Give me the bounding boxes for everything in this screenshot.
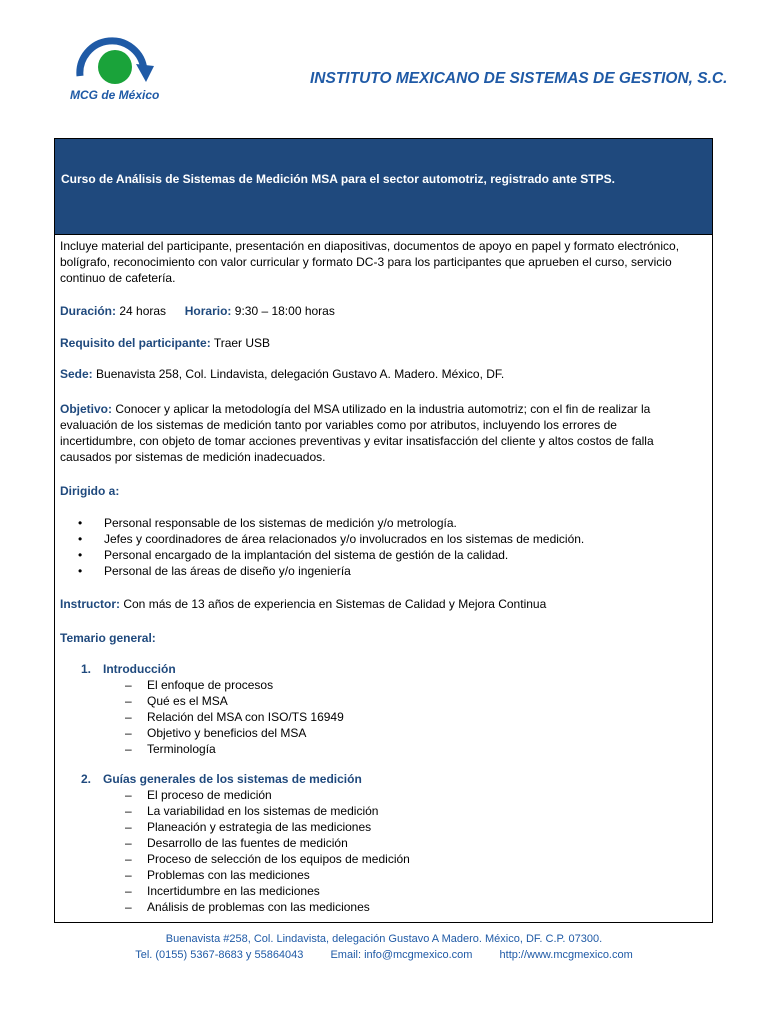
dash-icon: – <box>125 742 132 756</box>
footer-address: Buenavista #258, Col. Lindavista, delegación Gustavo A Madero. México, DF. C.P. 07300. <box>165 933 603 945</box>
dash-icon: – <box>125 852 132 866</box>
topic-items <box>81 677 344 757</box>
list-item: • Personal encargado de la implantación del sistema de gestión de la calidad. <box>78 548 509 562</box>
dash-icon: – <box>125 726 132 740</box>
duration-label: Duración: <box>60 304 117 318</box>
list-item: – Relación del MSA con ISO/TS 16949 <box>125 710 344 724</box>
instructor <box>60 596 707 612</box>
dash-icon: – <box>125 868 132 882</box>
objective-label: Objetivo: <box>60 402 113 416</box>
logo-text: MCG de México <box>70 88 160 102</box>
topic-number: 2. <box>81 772 92 786</box>
audience-label: Dirigido a: <box>60 484 120 498</box>
objective-line: Conocer y aplicar la metodología del MSA utilizado en la industria automotriz; con el fin de realizar la <box>115 402 651 416</box>
venue-value: Buenavista 258, Col. Lindavista, delegación Gustavo A. Madero. México, DF. <box>96 367 505 381</box>
objective-line: causados por sistemas de medición inadecuados. <box>60 450 326 464</box>
course-box <box>54 138 713 923</box>
dash-icon: – <box>125 678 132 692</box>
list-item: – El enfoque de procesos <box>125 678 274 692</box>
list-item: – Desarrollo de las fuentes de medición <box>125 836 348 850</box>
requirement-label: Requisito del participante: <box>60 336 211 350</box>
topic-items <box>81 787 410 915</box>
course-title: Curso de Análisis de Sistemas de Medición MSA para el sector automotriz, registrado ante STPS. <box>61 172 615 186</box>
list-item: – Planeación y estrategia de las mediciones <box>125 820 372 834</box>
instructor-value: Con más de 13 años de experiencia en Sistemas de Calidad y Mejora Continua <box>123 597 547 611</box>
venue <box>60 366 707 382</box>
dash-icon: – <box>125 788 132 802</box>
list-item: – Qué es el MSA <box>125 694 228 708</box>
topic-title: Guías generales de los sistemas de medición <box>103 772 362 786</box>
duration-schedule <box>60 303 707 319</box>
venue-label: Sede: <box>60 367 93 381</box>
objective-line: incertidumbre, con objeto de tomar acciones preventivas y evitar insatisfacción del cliente y altos costos de falla <box>60 434 654 448</box>
list-item: – Proceso de selección de los equipos de medición <box>125 852 410 866</box>
syllabus-label: Temario general: <box>60 631 156 645</box>
list-item: – La variabilidad en los sistemas de medición <box>125 804 379 818</box>
dash-icon: – <box>125 710 132 724</box>
schedule-value: 9:30 – 18:00 horas <box>234 304 335 318</box>
dash-icon: – <box>125 900 132 914</box>
list-item: – El proceso de medición <box>125 788 272 802</box>
list-item: • Personal de las áreas de diseño y/o ingeniería <box>78 564 351 578</box>
instructor-label: Instructor: <box>60 597 120 611</box>
objective <box>60 401 707 465</box>
course-content <box>55 234 712 922</box>
bullet-icon: • <box>78 532 83 546</box>
audience-list <box>78 515 584 579</box>
list-item: • Jefes y coordinadores de área relacionados y/o involucrados en los sistemas de medición. <box>78 532 585 546</box>
course-banner <box>55 139 712 234</box>
syllabus-topic <box>81 661 344 757</box>
list-item: • Personal responsable de los sistemas de medición y/o metrología. <box>78 516 457 530</box>
requirement <box>60 335 707 351</box>
bullet-icon: • <box>78 548 83 562</box>
footer-website[interactable]: http://www.mcgmexico.com <box>499 949 633 961</box>
dash-icon: – <box>125 884 132 898</box>
topic-title: Introducción <box>103 662 176 676</box>
list-item: – Incertidumbre en las mediciones <box>125 884 320 898</box>
list-item: – Objetivo y beneficios del MSA <box>125 726 307 740</box>
objective-line: evaluación de los sistemas de medición tanto por variables como por atributos, incluyendo los errores de <box>60 418 617 432</box>
intro-line: Incluye material del participante, presentación en diapositivas, documentos de apoyo en papel y formato electrónico, <box>60 239 680 253</box>
organization-title: INSTITUTO MEXICANO DE SISTEMAS DE GESTION, S.C. <box>310 70 728 87</box>
topic-number: 1. <box>81 662 92 676</box>
syllabus-topic <box>81 771 410 915</box>
footer-email[interactable]: Email: info@mcgmexico.com <box>330 949 473 961</box>
intro-paragraph <box>60 238 707 286</box>
dash-icon: – <box>125 694 132 708</box>
requirement-value: Traer USB <box>213 336 271 350</box>
intro-line: continuo de cafetería. <box>60 271 176 285</box>
bullet-icon: • <box>78 516 83 530</box>
list-item: – Terminología <box>125 742 216 756</box>
schedule-label: Horario: <box>184 304 232 318</box>
footer-phone: Tel. (0155) 5367-8683 y 55864043 <box>135 949 304 961</box>
list-item: – Análisis de problemas con las mediciones <box>125 900 370 914</box>
dash-icon: – <box>125 820 132 834</box>
intro-line: bolígrafo, reconocimiento con valor curricular y formato DC-3 para los participantes que aprueben el curso, servicio <box>60 255 672 269</box>
page-footer <box>0 931 768 963</box>
dash-icon: – <box>125 836 132 850</box>
list-item: – Problemas con las mediciones <box>125 868 310 882</box>
duration-value: 24 horas <box>119 304 167 318</box>
dash-icon: – <box>125 804 132 818</box>
bullet-icon: • <box>78 564 83 578</box>
